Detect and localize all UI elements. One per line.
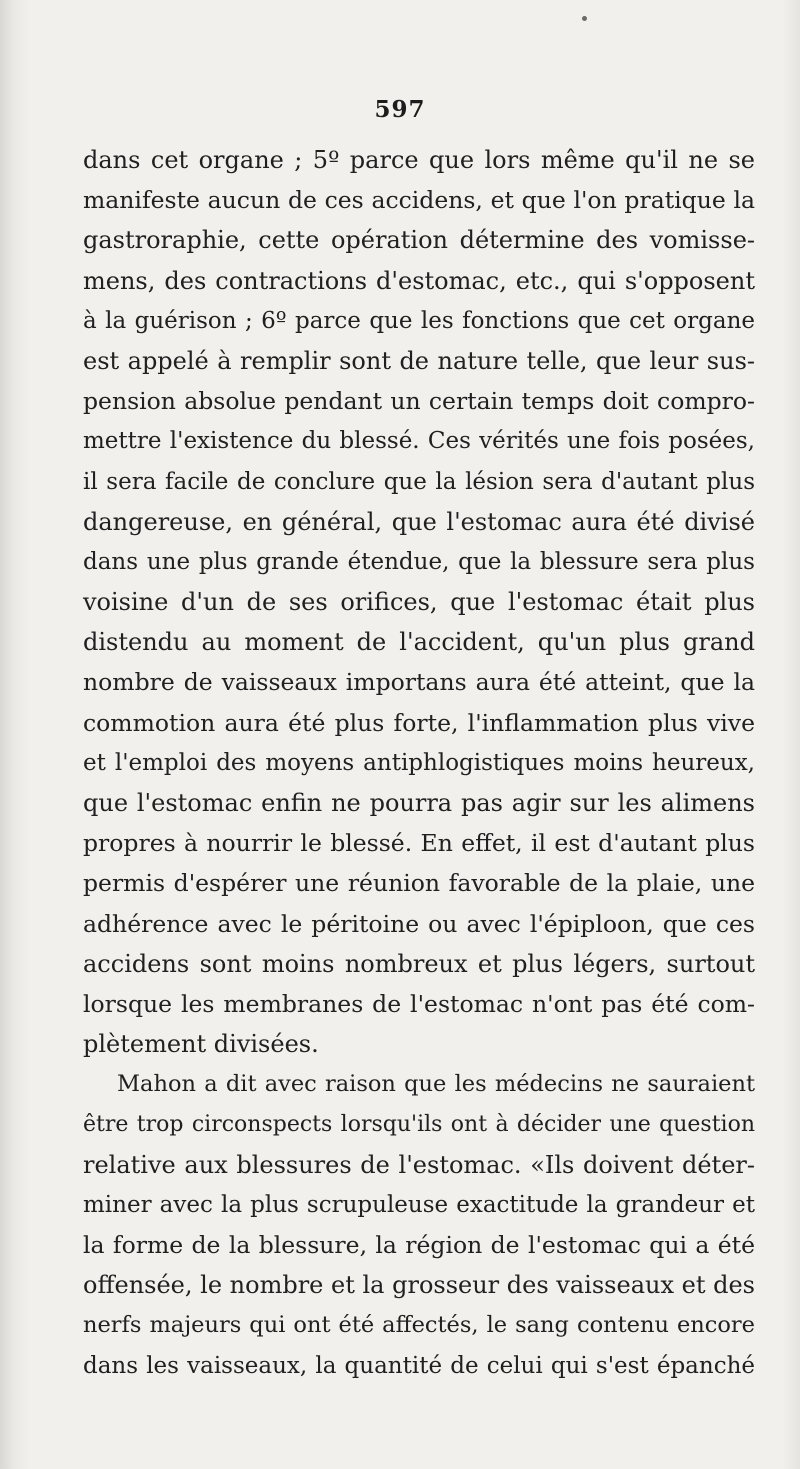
text-line: dans les vaisseaux, la quantité de celui qui s'est épanché [83, 1352, 755, 1379]
text-line: lorsque les membranes de l'estomac n'ont pas été com- [83, 989, 755, 1018]
text-line: nombre de vaisseaux importans aura été atteint, que la [83, 668, 755, 697]
body-text [83, 140, 755, 1386]
text-line: accidens sont moins nombreux et plus légers, surtout [83, 949, 755, 978]
text-line: dans cet organe ; 5º parce que lors même qu'il ne se [83, 146, 755, 174]
ink-speck [582, 16, 587, 21]
text-line: plètement divisées. [83, 1030, 319, 1059]
text-line: permis d'espérer une réunion favorable de la plaie, une [83, 869, 755, 898]
text-line: dans une plus grande étendue, que la blessure sera plus [83, 548, 755, 575]
text-line: être trop circonspects lorsqu'ils ont à décider une question [83, 1111, 755, 1137]
text-line: est appelé à remplir sont de nature telle, que leur sus- [83, 346, 755, 375]
text-line: propres à nourrir le blessé. En effet, il est d'autant plus [83, 829, 755, 858]
text-line: dangereuse, en général, que l'estomac aura été divisé [83, 507, 755, 536]
text-line: et l'emploi des moyens antiphlogistiques moins heureux, [83, 749, 755, 776]
text-line: manifeste aucun de ces accidens, et que l'on pratique la [83, 186, 755, 215]
text-line: Mahon a dit avec raison que les médecins ne sauraient [117, 1071, 755, 1098]
text-line: pension absolue pendant un certain temps doit compro- [83, 387, 755, 416]
text-line: à la guérison ; 6º parce que les fonctions que cet organe [83, 307, 755, 334]
text-line: que l'estomac enfin ne pourra pas agir sur les alimens [83, 789, 755, 817]
text-line: adhérence avec le péritoine ou avec l'épiploon, que ces [83, 909, 755, 938]
text-line: relative aux blessures de l'estomac. «Ils doivent déter- [83, 1150, 755, 1179]
text-line: commotion aura été plus forte, l'inflammation plus vive [83, 708, 755, 737]
text-line: offensée, le nombre et la grosseur des vaisseaux et des [83, 1271, 755, 1300]
text-line: mens, des contractions d'estomac, etc., qui s'opposent [83, 266, 755, 295]
text-line: la forme de la blessure, la région de l'estomac qui a été [83, 1231, 755, 1260]
page-number: 597 [374, 96, 426, 123]
text-line: voisine d'un de ses orifices, que l'estomac était plus [83, 588, 755, 617]
text-line: mettre l'existence du blessé. Ces vérités une fois posées, [83, 428, 755, 455]
text-line: gastroraphie, cette opération détermine des vomisse- [83, 226, 755, 255]
text-line: distendu au moment de l'accident, qu'un plus grand [83, 628, 755, 657]
text-line: il sera facile de conclure que la lésion sera d'autant plus [83, 468, 755, 495]
text-line: nerfs majeurs qui ont été affectés, le sang contenu encore [83, 1312, 755, 1339]
text-line: miner avec la plus scrupuleuse exactitude la grandeur et [83, 1191, 755, 1218]
